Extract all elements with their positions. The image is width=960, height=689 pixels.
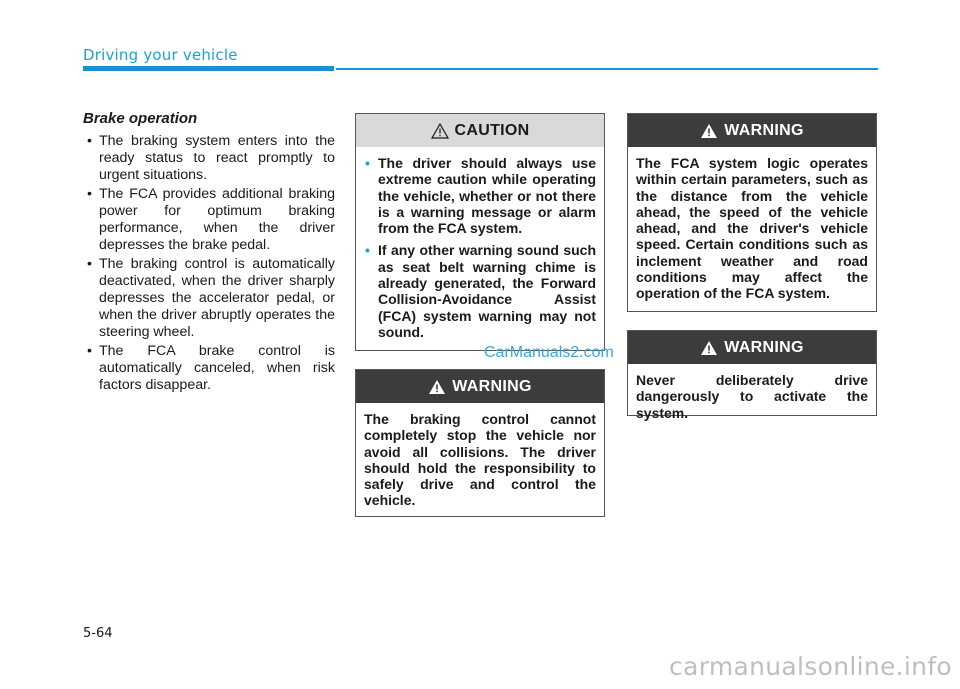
- warning-triangle-icon: [700, 340, 718, 356]
- list-item: • If any other warning sound such as seat belt warning chime is already generated, the Forward Collision-Avoidance Assist (FCA) system warning may not sound.: [364, 242, 596, 340]
- warning-triangle-icon: [700, 123, 718, 139]
- caution-list: [364, 155, 596, 340]
- list-item: • The FCA brake control is automatically canceled, when risk factors disappear.: [83, 343, 335, 394]
- left-column: [83, 110, 335, 396]
- warning-box-header: [628, 331, 876, 364]
- warning-box-body: [356, 403, 604, 509]
- warning-triangle-icon: [428, 379, 446, 395]
- list-item: • The driver should always use extreme caution while operating the vehicle, whether or not there is a warning message or alarm from the FCA system.: [364, 155, 596, 236]
- watermark-link[interactable]: CarManuals2.com: [484, 344, 614, 361]
- brake-operation-heading: Brake operation: [83, 110, 198, 127]
- warning-text: The braking control cannot completely stop the vehicle nor avoid all collisions. The driver should hold the responsibility to safely drive and control the vehicle.: [364, 411, 596, 509]
- caution-triangle-outline-icon: [431, 123, 449, 139]
- list-item: • The braking control is automatically deactivated, when the driver sharply depresses the accelerator pedal, or when the driver abruptly operates the steering wheel.: [83, 256, 335, 341]
- header-rule-thick: [83, 66, 334, 71]
- list-item: • The braking system enters into the ready status to react promptly to urgent situations.: [83, 133, 335, 184]
- caution-box-body: [356, 147, 604, 340]
- warning-box-right-bottom: [627, 330, 877, 421]
- warning-box-body: [628, 147, 876, 302]
- footer-watermark: carmanualsonline.info: [669, 652, 952, 681]
- warning-text: The FCA system logic operates within certain parameters, such as the distance from the vehicle ahead, the speed of the vehicle ahead, and the driver's vehicle speed. Certain conditions such as inclement weather and road conditions may affect the operation of the FCA system.: [636, 155, 868, 302]
- warning-box-body: [628, 364, 876, 421]
- caution-box-header: [356, 114, 604, 147]
- header-rule-thin: [336, 68, 878, 70]
- warning-box-title: WARNING: [452, 377, 532, 395]
- warning-text: Never deliberately drive dangerously to activate the system.: [636, 372, 868, 421]
- caution-box-title: CAUTION: [454, 121, 530, 139]
- warning-box-middle: [355, 369, 605, 517]
- warning-box-title: WARNING: [724, 121, 804, 139]
- page-number: 5-64: [83, 626, 113, 641]
- warning-box-header: [356, 370, 604, 403]
- warning-box-title: WARNING: [724, 338, 804, 356]
- caution-box: [355, 113, 605, 351]
- warning-box-header: [628, 114, 876, 147]
- warning-box-right-top: [627, 113, 877, 312]
- section-header-title: Driving your vehicle: [83, 46, 238, 64]
- brake-operation-list: [83, 133, 335, 394]
- list-item: • The FCA provides additional braking power for optimum braking performance, when the driver depresses the brake pedal.: [83, 186, 335, 254]
